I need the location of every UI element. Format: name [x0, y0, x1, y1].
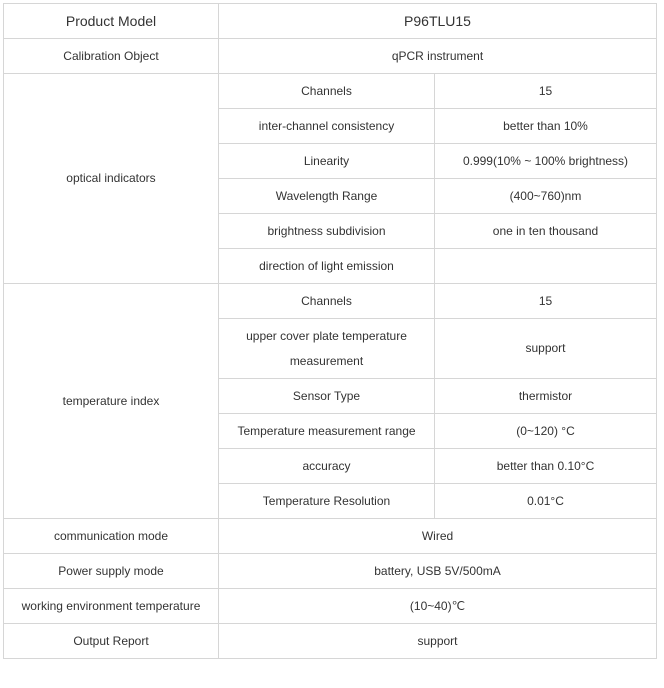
working-environment-temperature-value: (10~40)℃ [219, 589, 657, 624]
calibration-object-label: Calibration Object [4, 39, 219, 74]
spec-name: Linearity [219, 144, 435, 179]
spec-name: Sensor Type [219, 379, 435, 414]
spec-value: better than 0.10°C [435, 449, 657, 484]
power-supply-mode-label: Power supply mode [4, 554, 219, 589]
spec-name: direction of light emission [219, 249, 435, 284]
spec-value: one in ten thousand [435, 214, 657, 249]
spec-value: (400~760)nm [435, 179, 657, 214]
spec-name: brightness subdivision [219, 214, 435, 249]
spec-value: support [435, 319, 657, 379]
table-row [4, 284, 657, 319]
spec-name: Temperature measurement range [219, 414, 435, 449]
spec-value: better than 10% [435, 109, 657, 144]
spec-name: inter-channel consistency [219, 109, 435, 144]
spec-name: Channels [219, 284, 435, 319]
spec-value [435, 249, 657, 284]
temperature-index-label: temperature index [4, 284, 219, 519]
spec-value: 0.999(10% ~ 100% brightness) [435, 144, 657, 179]
output-report-value: support [219, 624, 657, 659]
table-row [4, 589, 657, 624]
spec-table [3, 3, 657, 659]
working-environment-temperature-label: working environment temperature [4, 589, 219, 624]
communication-mode-value: Wired [219, 519, 657, 554]
communication-mode-label: communication mode [4, 519, 219, 554]
spec-name: Wavelength Range [219, 179, 435, 214]
product-model-label: Product Model [4, 4, 219, 39]
spec-value: 15 [435, 284, 657, 319]
spec-value: 0.01°C [435, 484, 657, 519]
output-report-label: Output Report [4, 624, 219, 659]
optical-indicators-label: optical indicators [4, 74, 219, 284]
spec-name: accuracy [219, 449, 435, 484]
table-row [4, 4, 657, 39]
spec-name: upper cover plate temperature measurement [219, 319, 435, 379]
spec-value: thermistor [435, 379, 657, 414]
table-row [4, 519, 657, 554]
spec-value: 15 [435, 74, 657, 109]
spec-value: (0~120) °C [435, 414, 657, 449]
product-model-value: P96TLU15 [219, 4, 657, 39]
calibration-object-value: qPCR instrument [219, 39, 657, 74]
power-supply-mode-value: battery, USB 5V/500mA [219, 554, 657, 589]
spec-name: Channels [219, 74, 435, 109]
table-row [4, 624, 657, 659]
table-row [4, 39, 657, 74]
spec-name: Temperature Resolution [219, 484, 435, 519]
table-row [4, 554, 657, 589]
table-row [4, 74, 657, 109]
